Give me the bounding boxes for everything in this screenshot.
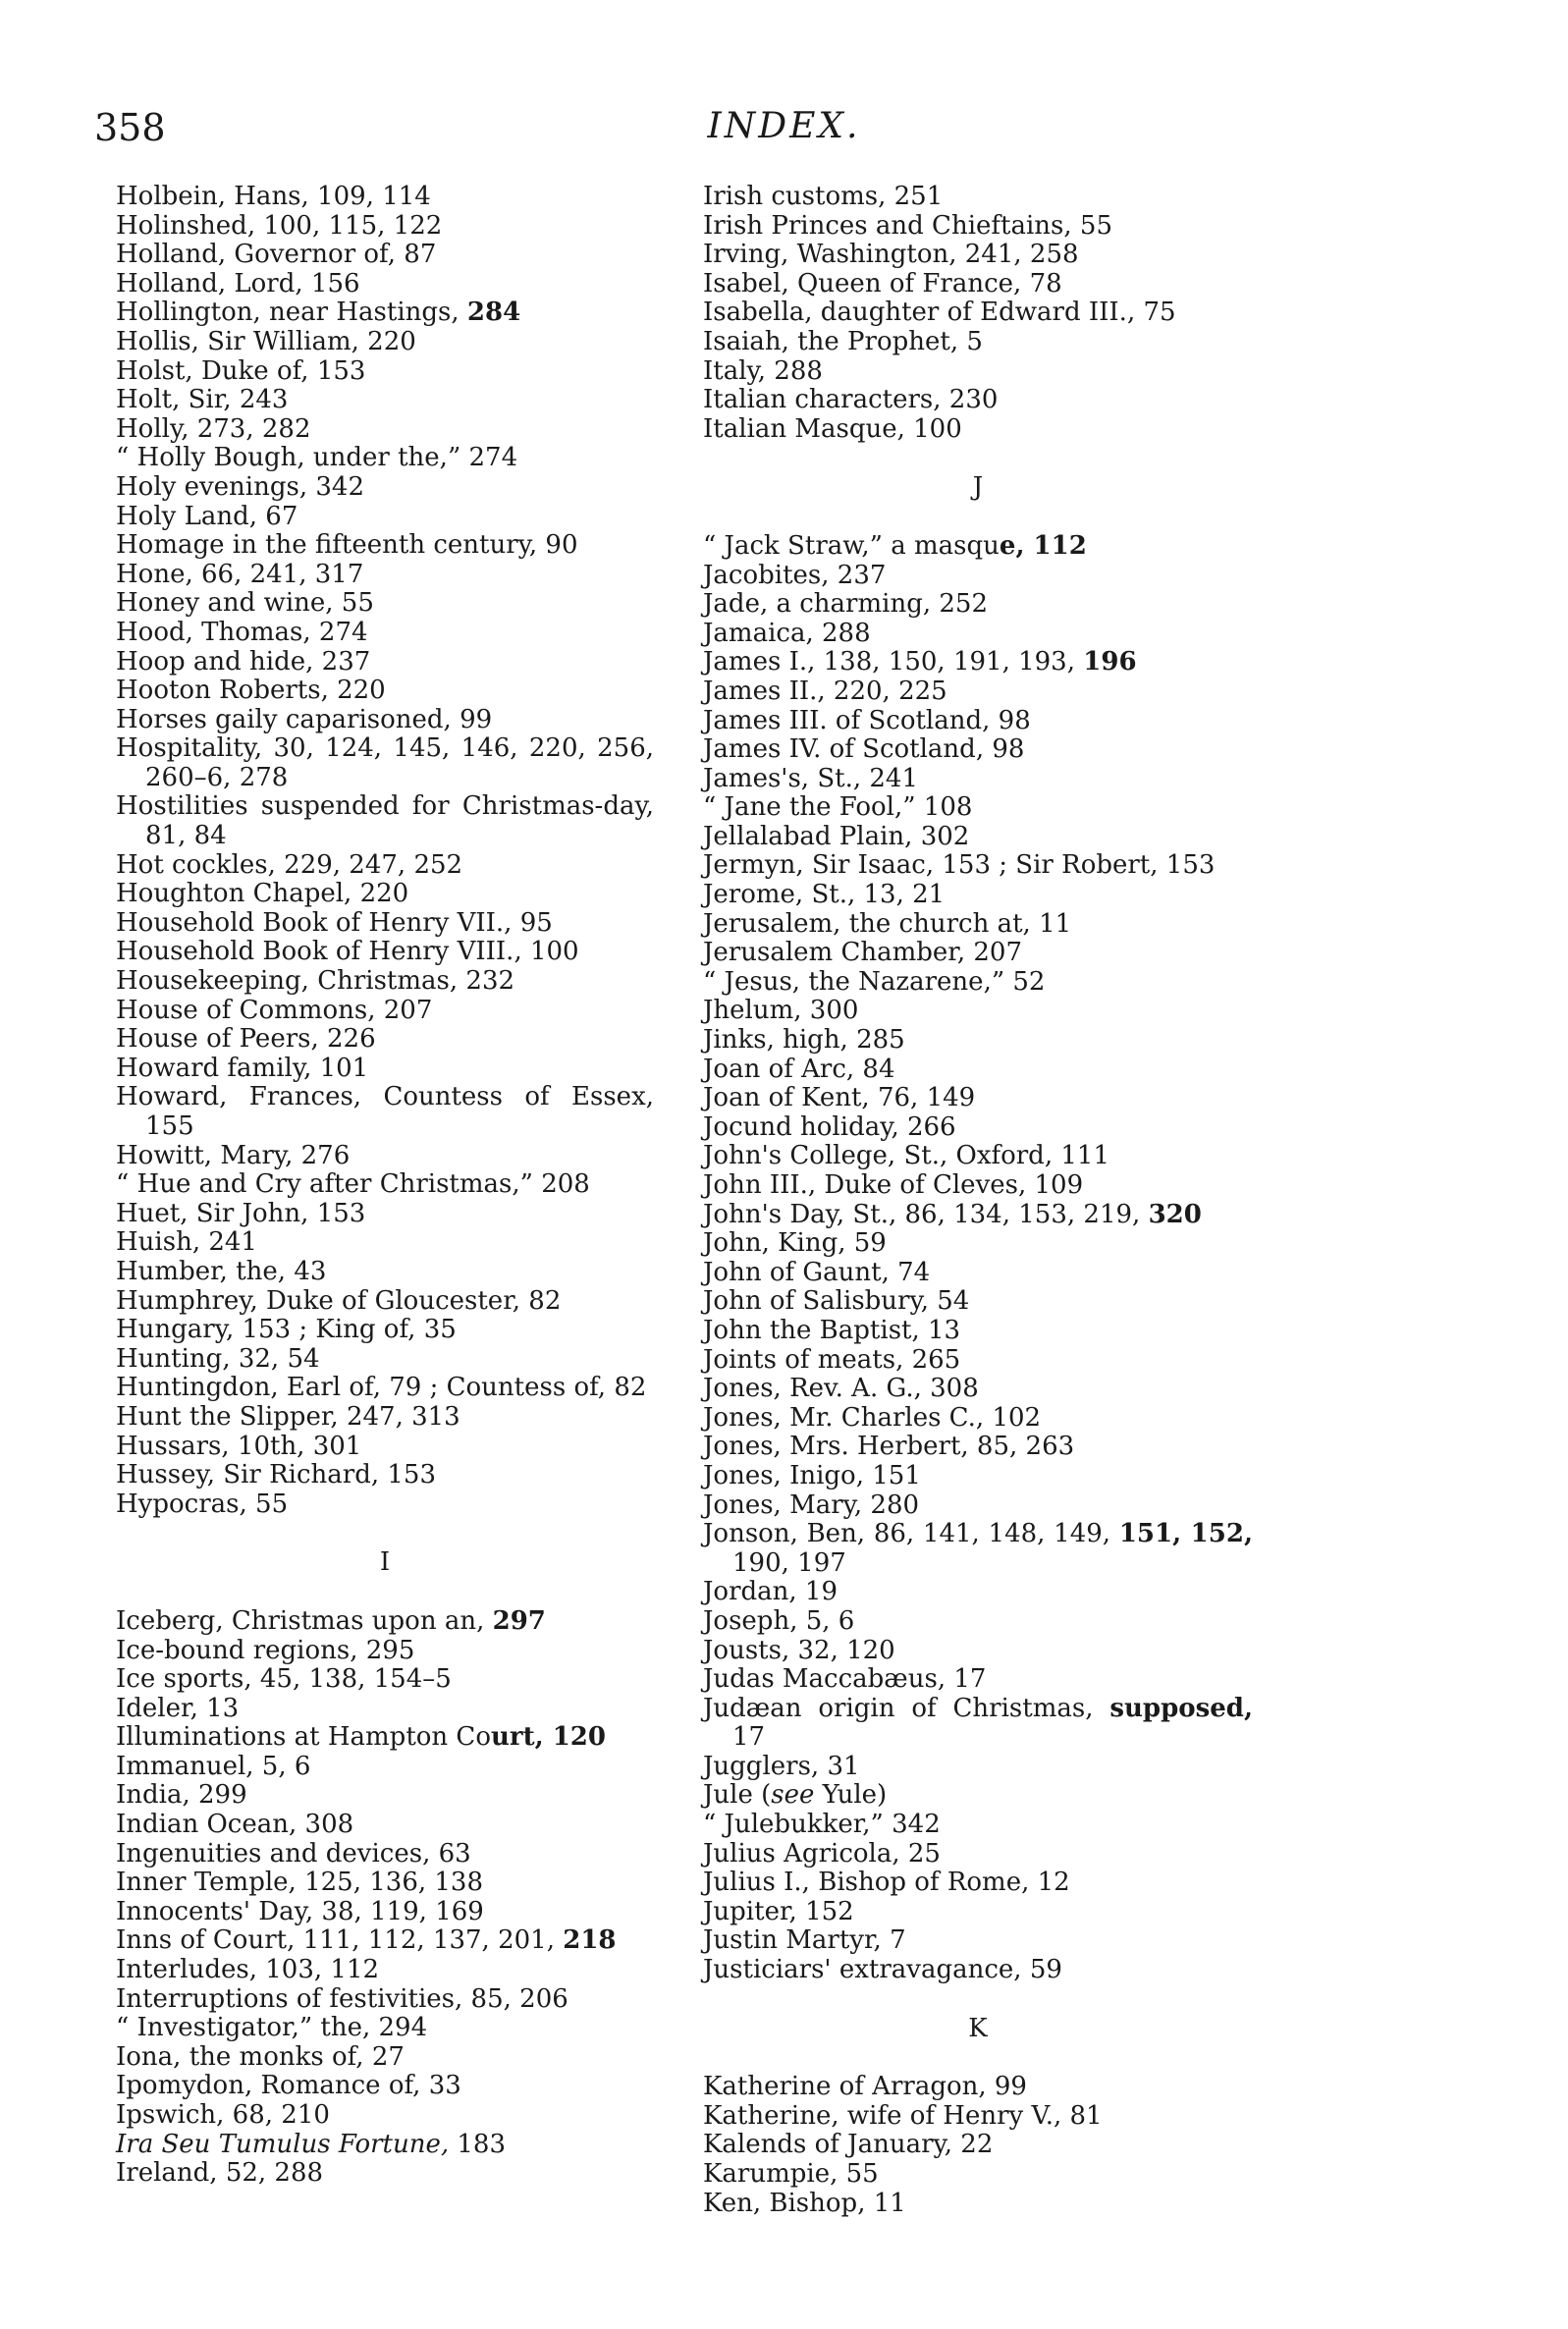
index-entry: Innocents' Day, 38, 119, 169 [116,1896,484,1926]
index-entry: Julius Agricola, 25 [703,1838,941,1869]
index-entry: Ken, Bishop, 11 [703,2188,906,2218]
index-entry: Interludes, 103, 112 [116,1955,380,1985]
index-entry: James IV. of Scotland, 98 [703,734,1025,765]
section-heading-k: K [968,2013,988,2043]
index-entry: Holy Land, 67 [116,501,298,531]
index-entry: Isabel, Queen of France, 78 [703,268,1062,298]
index-entry: Jule (see Yule) [703,1780,888,1811]
index-entry: Ice-bound regions, 295 [116,1635,415,1665]
index-entry: Housekeeping, Christmas, 232 [116,966,515,997]
index-entry: Joan of Arc, 84 [703,1054,895,1084]
index-entry: Jellalabad Plain, 302 [703,821,970,851]
index-entry: Howard, Frances, Countess of Essex, 155 [116,1082,654,1141]
index-column-right [703,183,1253,2218]
index-entry: Ice sports, 45, 138, 154–5 [116,1664,452,1695]
index-entry: John the Baptist, 13 [703,1315,961,1345]
page-number: 358 [94,106,166,149]
index-entry: Joseph, 5, 6 [703,1605,855,1636]
index-entry: Indian Ocean, 308 [116,1810,354,1840]
index-entry: Howard family, 101 [116,1053,369,1083]
index-entry: Household Book of Henry VIII., 100 [116,937,579,967]
index-entry: Homage in the fifteenth century, 90 [116,530,578,561]
j-entries [703,532,1253,1985]
index-entry: Humber, the, 43 [116,1256,327,1286]
index-entry: Jhelum, 300 [703,996,859,1026]
index-entry: Immanuel, 5, 6 [116,1751,311,1781]
index-entry: Jermyn, Sir Isaac, 153 ; Sir Robert, 153 [703,850,1216,881]
index-entry: Horses gaily caparisoned, 99 [116,704,493,734]
index-entry: Kalends of January, 22 [703,2130,994,2160]
index-entry: Holly, 273, 282 [116,413,311,444]
index-entry: Jocund holiday, 266 [703,1111,956,1142]
index-entry: Iona, the monks of, 27 [116,2041,405,2072]
index-entry: Hood, Thomas, 274 [116,617,368,647]
index-entry: “ Julebukker,” 342 [703,1810,941,1840]
index-entry: Jupiter, 152 [703,1896,854,1926]
index-entry: Jonson, Ben, 86, 141, 148, 149, 151, 152, 190, 197 [703,1519,1253,1578]
index-entry: Hooton Roberts, 220 [116,676,386,706]
index-entry: Hostilities suspended for Christmas-day, 81, 84 [116,791,654,851]
index-entry: Ira Seu Tumulus Fortune, 183 [116,2129,507,2159]
index-entry: Illuminations at Hampton Court, 120 [116,1722,606,1753]
index-entry: John, King, 59 [703,1228,887,1259]
index-entry: Hunting, 32, 54 [116,1343,320,1374]
index-entry: Jade, a charming, 252 [703,589,988,620]
index-entry: James II., 220, 225 [703,676,947,706]
index-entry: Household Book of Henry VII., 95 [116,907,553,938]
index-entry: Jerome, St., 13, 21 [703,880,946,910]
index-entry: House of Peers, 226 [116,1024,376,1055]
index-entry: James I., 138, 150, 191, 193, 196 [703,647,1137,677]
index-entry: John III., Duke of Cleves, 109 [703,1170,1084,1200]
index-entry: Hungary, 153 ; King of, 35 [116,1315,457,1345]
index-entry: Judas Maccabæus, 17 [703,1664,987,1695]
index-entry: Ingenuities and devices, 63 [116,1838,471,1869]
index-entry: Jerusalem Chamber, 207 [703,938,1022,968]
index-entry: Katherine, wife of Henry V., 81 [703,2100,1103,2131]
index-entry: Justin Martyr, 7 [703,1925,906,1956]
i-continued-entries [703,183,1253,444]
index-entry: Julius I., Bishop of Rome, 12 [703,1868,1070,1898]
index-entry: Jerusalem, the church at, 11 [703,908,1072,939]
index-entry: Italian characters, 230 [703,385,999,415]
index-entry: Huntingdon, Earl of, 79 ; Countess of, 82 [116,1373,647,1403]
index-entry: Italy, 288 [703,355,823,386]
index-entry: “ Holly Bough, under the,” 274 [116,443,518,473]
index-entry: Jinks, high, 285 [703,1025,905,1056]
index-entry: “ Hue and Cry after Christmas,” 208 [116,1169,590,1200]
index-entry: Irish customs, 251 [703,182,944,211]
index-entry: Irish Princes and Chieftains, 55 [703,210,1112,241]
index-entry: Hollington, near Hastings, 284 [116,298,521,328]
index-entry: Judæan origin of Christmas, supposed, 17 [703,1693,1253,1753]
index-entry: Ipomydon, Romance of, 33 [116,2071,461,2101]
index-entry: Joints of meats, 265 [703,1344,961,1375]
index-entry: Hot cockles, 229, 247, 252 [116,849,463,880]
index-entry: Karumpie, 55 [703,2159,879,2189]
index-entry: Humphrey, Duke of Gloucester, 82 [116,1285,562,1316]
index-entry: Hypocras, 55 [116,1489,289,1519]
index-entry: Jones, Mr. Charles C., 102 [703,1402,1042,1433]
index-entry: Hospitality, 30, 124, 145, 146, 220, 256, 260–6, 278 [116,733,654,792]
index-entry: James's, St., 241 [703,763,919,793]
index-entry: Isaiah, the Prophet, 5 [703,326,983,356]
index-entry: Holinshed, 100, 115, 122 [116,210,443,241]
index-entry: Irving, Washington, 241, 258 [703,240,1079,270]
index-entry: Joan of Kent, 76, 149 [703,1083,976,1113]
index-entry: Katherine of Arragon, 99 [703,2072,1027,2102]
index-entry: Jordan, 19 [703,1577,838,1607]
i-entries [116,1607,654,2189]
index-entry: Holy evenings, 342 [116,471,365,502]
index-entry: James III. of Scotland, 98 [703,705,1031,735]
k-entries [703,2073,1253,2218]
index-entry: Holst, Duke of, 153 [116,355,366,386]
index-entry: Jones, Mary, 280 [703,1489,920,1520]
index-entry: House of Commons, 207 [116,995,433,1025]
section-heading-j: J [972,472,984,503]
index-entry: Jones, Mrs. Herbert, 85, 263 [703,1432,1075,1462]
index-entry: Howitt, Mary, 276 [116,1140,351,1170]
index-entry: Hussey, Sir Richard, 153 [116,1460,437,1490]
index-entry: Inner Temple, 125, 136, 138 [116,1868,484,1898]
index-entry: John of Salisbury, 54 [703,1286,970,1317]
index-entry: Justiciars' extravagance, 59 [703,1955,1062,1985]
index-entry: John's College, St., Oxford, 111 [703,1141,1109,1171]
index-entry: Jugglers, 31 [703,1751,860,1781]
index-entry: Interruptions of festivities, 85, 206 [116,1983,568,2014]
index-entry: Hone, 66, 241, 317 [116,559,364,589]
index-entry: Holland, Lord, 156 [116,268,360,298]
index-entry: Ipswich, 68, 210 [116,2100,330,2130]
index-entry: Holbein, Hans, 109, 114 [116,182,431,211]
index-entry: Holt, Sir, 243 [116,385,289,415]
index-entry: “ Investigator,” the, 294 [116,2013,428,2043]
index-entry: India, 299 [116,1780,247,1811]
index-column-left [116,183,654,2189]
index-entry: Isabella, daughter of Edward III., 75 [703,298,1176,328]
index-entry: Jones, Rev. A. G., 308 [703,1374,979,1404]
h-entries [116,183,654,1519]
index-entry: Jacobites, 237 [703,560,887,590]
index-entry: Huet, Sir John, 153 [116,1198,366,1228]
index-entry: Hoop and hide, 237 [116,646,371,677]
index-entry: Holland, Governor of, 87 [116,240,437,270]
index-entry: “ Jane the Fool,” 108 [703,792,973,823]
section-heading-i: I [379,1547,391,1578]
index-entry: Jones, Inigo, 151 [703,1460,921,1490]
index-entry: Huish, 241 [116,1227,257,1258]
index-entry: Hunt the Slipper, 247, 313 [116,1401,460,1432]
index-entry: Iceberg, Christmas upon an, 297 [116,1605,546,1636]
index-entry: John's Day, St., 86, 134, 153, 219, 320 [703,1199,1202,1229]
index-entry: Inns of Court, 111, 112, 137, 201, 218 [116,1925,617,1956]
index-entry: Italian Masque, 100 [703,413,962,444]
index-entry: Jousts, 32, 120 [703,1635,895,1665]
index-entry: “ Jesus, the Nazarene,” 52 [703,966,1046,997]
index-entry: Jamaica, 288 [703,618,871,648]
index-entry: Hussars, 10th, 301 [116,1431,362,1461]
page-header [0,106,1568,165]
index-entry: Ideler, 13 [116,1693,240,1723]
page-title: INDEX. [707,106,861,146]
index-entry: Ireland, 52, 288 [116,2158,324,2189]
index-entry: Houghton Chapel, 220 [116,879,409,909]
index-entry: John of Gaunt, 74 [703,1257,931,1287]
index-entry: “ Jack Straw,” a masque, 112 [703,530,1087,561]
index-entry: Hollis, Sir William, 220 [116,326,416,356]
index-entry: Honey and wine, 55 [116,588,374,619]
